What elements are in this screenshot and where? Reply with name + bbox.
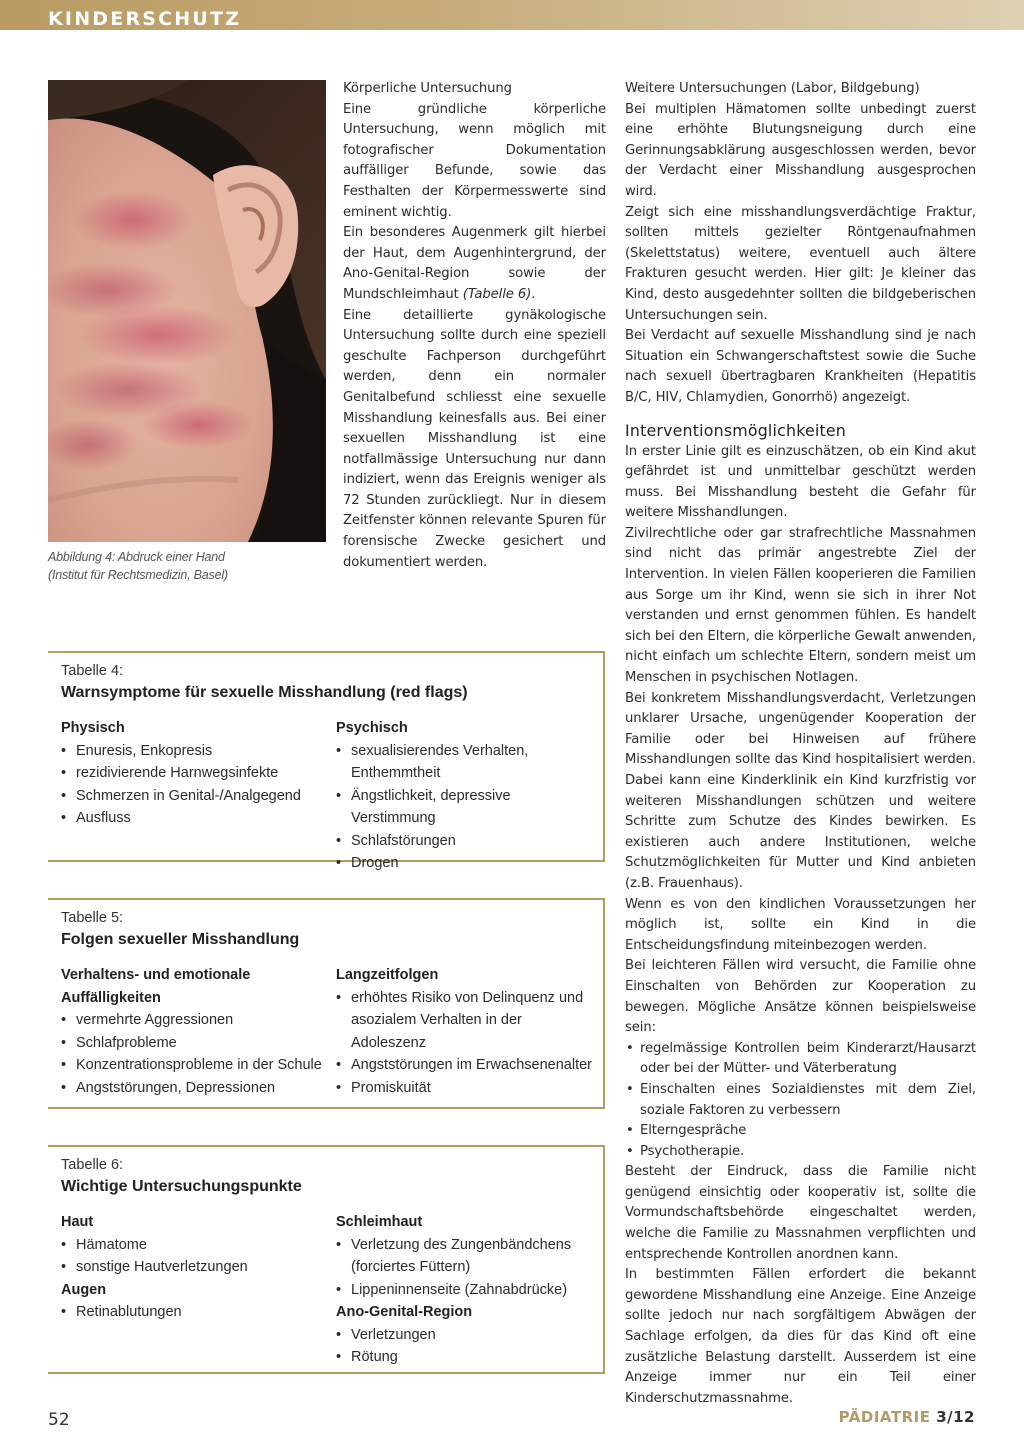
figure-caption-line1: Abbildung 4: Abdruck einer Hand <box>48 550 225 564</box>
table-5-box <box>48 898 605 1109</box>
paragraph: Besteht der Eindruck, dass die Familie nicht genügend einsichtig oder kooperativ ist, sollte die Vormundschaftsbehörde eingeschaltet werden, welche die Familie zu Massnahmen verpflichten und entsprechende Kontrollen anordnen kann. <box>625 1164 976 1262</box>
paragraph: Zeigt sich eine misshandlungsverdächtige Fraktur, sollten mittels gezielter Röntgenaufnahmen (Skelettstatus) weitere, eventuell auch ältere Frakturen gesucht werden. Hier gilt: Je kleiner das Kind, desto ausgedehnter sollten die bildgeberischen Untersuchungen sein. <box>625 204 976 323</box>
list-item: • regelmässige Kontrollen beim Kinderarzt/Hausarzt oder bei der Mütter- und Väterberatung <box>625 1039 976 1080</box>
table-column-left <box>61 717 323 830</box>
list-item: • Elterngespräche <box>625 1121 976 1142</box>
table-list-item: • Schmerzen in Genital-/Analgegend <box>61 785 323 808</box>
table-subheading: Physisch <box>61 720 125 736</box>
photo-hand-imprint <box>48 80 326 542</box>
table-list <box>61 740 323 830</box>
column-right <box>625 79 976 1409</box>
paragraph: Wenn es von den kindlichen Voraussetzungen her möglich ist, sollte ein Kind in die Entscheidungsfindung miteinbezogen werden. <box>625 896 976 953</box>
table-list-item: • Schlafprobleme <box>61 1032 323 1055</box>
table-list-item: • sonstige Hautverletzungen <box>61 1256 323 1279</box>
table-list <box>336 987 598 1100</box>
table-6-box <box>48 1145 605 1374</box>
table-list <box>336 1234 598 1302</box>
section-heading-interventionsmoeglichkeiten: Interventionsmöglichkeiten <box>625 420 847 440</box>
table-subheading: Augen <box>61 1281 107 1298</box>
table-list <box>61 1234 323 1279</box>
paragraph: Bei leichteren Fällen wird versucht, die Familie ohne Einschalten von Behörden zur Kooperation zu bewegen. Mögliche Ansätze können beispielsweise sein: <box>625 958 976 1036</box>
table-number: Tabelle 5: <box>61 910 124 926</box>
paragraph: In bestimmten Fällen erfordert die bekannt gewordene Misshandlung eine Anzeige. Eine Anzeige sollte jedoch nur nach sorgfältigem Abwägen der Sachlage erfolgen, da dies für das Kind oft eine zusätzliche Belastung darstellt. Ausserdem ist eine Anzeige immer nur ein Teil einer Kinderschutzmassnahme. <box>625 1267 976 1406</box>
table-subheading: Ano-Genital-Region <box>336 1304 473 1320</box>
table-list-item: • Hämatome <box>61 1234 323 1257</box>
paragraph: Bei multiplen Hämatomen sollte unbedingt zuerst eine erhöhte Blutungsneigung durch eine Gerinnungsabklärung ausgeschlossen werden, bevor der Verdacht einer Misshandlung ausgesprochen wird. <box>625 101 976 199</box>
paragraph: Eine detaillierte gynäkologische Untersuchung sollte durch eine speziell geschulte Fachperson durchgeführt werden, denn ein normaler Genitalbefund schliesst eine sexuelle Misshandlung keinesfalls aus. Bei einer sexuellen Misshandlung ist eine notfallmässige Untersuchung nur dann indiziert, wenn das Ereignis weniger als 72 Stunden zurückliegt. Nur in diesem Zeitfenster können relevante Spuren für forensische Zwecke gesichert und dokumentiert werden. <box>343 307 606 570</box>
paragraph: In erster Linie gilt es einzuschätzen, ob ein Kind akut gefährdet ist und unmittelbar geschützt werden muss. Bei Misshandlung besteht die Gefahr für weitere Misshandlungen. <box>625 443 976 521</box>
table-list-item: • Promiskuität <box>336 1077 598 1100</box>
table-number: Tabelle 4: <box>61 663 124 679</box>
paragraph-end: . <box>531 286 536 302</box>
paragraph: Bei Verdacht auf sexuelle Misshandlung sind je nach Situation ein Schwangerschaftstest sowie die Suche nach sexuell übertragbaren Krankheiten (Hepatitis B/C, HIV, Chlamydien, Gonorrhö) angezeigt. <box>625 328 976 405</box>
list-item: • Einschalten eines Sozialdienstes mit dem Ziel, soziale Faktoren zu verbessern <box>625 1080 976 1121</box>
table-list-item: • Retinablutungen <box>61 1301 323 1324</box>
table-title: Folgen sexueller Misshandlung <box>61 931 300 948</box>
column-middle <box>343 79 606 573</box>
table-column-left <box>61 964 323 1099</box>
table-list <box>336 1324 598 1369</box>
table-title: Wichtige Untersuchungspunkte <box>61 1178 302 1195</box>
table-column-right <box>336 1211 598 1369</box>
table-list-item: • Rötung <box>336 1346 598 1369</box>
table-subheading: Langzeitfolgen <box>336 967 439 983</box>
header-bar <box>0 0 1024 30</box>
table-list-item: • Verletzung des Zungenbändchens (forciertes Füttern) <box>336 1234 598 1279</box>
list-item: • Psychotherapie. <box>625 1142 976 1163</box>
table-list-item: • Verletzungen <box>336 1324 598 1347</box>
table-list-item: • rezidivierende Harnwegsinfekte <box>61 762 323 785</box>
table-column-left <box>61 1211 323 1324</box>
paragraph: Zivilrechtliche oder gar strafrechtliche Massnahmen sind nicht das primär angestrebte Ziel der Intervention. In vielen Fällen kooperieren die Familien aus Sorge um ihr Kind, wenn sie sich in ihrer Not verstanden und ernst genommen fühlen. Es handelt sich bei den Eltern, die körperliche Gewalt anwenden, nicht einfach um schlechte Eltern, sondern meist um Menschen in psychischen Notlagen. <box>625 525 976 686</box>
journal-name: PÄDIATRIE <box>838 1408 931 1426</box>
table-reference: (Tabelle 6) <box>462 286 532 302</box>
paragraph: Eine gründliche körperliche Untersuchung, wenn möglich mit fotografischer Dokumentation auffälliger Befunde, sowie das Festhalten der Körpermesswerte sind eminent wichtig. <box>343 101 606 220</box>
table-subheading: Psychisch <box>336 720 408 736</box>
table-list-item: • Lippeninnenseite (Zahnabdrücke) <box>336 1279 598 1302</box>
table-list-item: • erhöhtes Risiko von Delinquenz und asozialem Verhalten in der Adoleszenz <box>336 987 598 1055</box>
photo-illustration <box>48 80 326 542</box>
table-list-item: • Konzentrationsprobleme in der Schule <box>61 1054 323 1077</box>
table-list-item: • Angststörungen, Depressionen <box>61 1077 323 1100</box>
subheading-koerperliche-untersuchung: Körperliche Untersuchung <box>343 81 512 96</box>
table-list-item: • Drogen <box>336 852 598 875</box>
paragraph: Bei konkretem Misshandlungsverdacht, Verletzungen unklarer Ursache, ungenügender Kooperation der Familie oder bei Hinweisen auf frühere Misshandlungen sollte das Kind hospitalisiert werden. Dabei kann eine Kinderklinik ein Kind kurzfristig vor weiteren Misshandlungen schützen und weitere Schritte zum Schutze des Kindes bewirken. Es existieren auch andere Institutionen, welche Schutzmöglichkeiten für Mutter und Kind anbieten (z.B. Frauenhaus). <box>625 690 976 891</box>
paragraph-text: Ein besonderes Augenmerk gilt hierbei der Haut, dem Augenhintergrund, der Ano-Genital-Region sowie der Mundschleimhaut <box>343 225 606 302</box>
issue-number: 3/12 <box>936 1408 975 1426</box>
table-4-box <box>48 651 605 871</box>
table-subheading: Haut <box>61 1214 94 1230</box>
figure-caption <box>48 548 326 584</box>
table-number: Tabelle 6: <box>61 1157 124 1173</box>
table-column-right <box>336 717 598 875</box>
bullet-list <box>625 1039 976 1163</box>
table-title: Warnsymptome für sexuelle Misshandlung (red flags) <box>61 684 468 701</box>
table-list <box>61 1009 323 1099</box>
table-list <box>61 1301 323 1324</box>
table-list-item: • vermehrte Aggressionen <box>61 1009 323 1032</box>
table-subheading: Schleimhaut <box>336 1214 423 1230</box>
table-list-item: • Angststörungen im Erwachsenenalter <box>336 1054 598 1077</box>
table-list-item: • Schlafstörungen <box>336 830 598 853</box>
page-number: 52 <box>48 1410 70 1430</box>
section-title: KINDERSCHUTZ <box>48 8 242 30</box>
table-list-item: • Ausfluss <box>61 807 323 830</box>
paragraph <box>343 223 606 305</box>
table-list-item: • Enuresis, Enkopresis <box>61 740 323 763</box>
figure-caption-line2: (Institut für Rechtsmedizin, Basel) <box>48 568 228 582</box>
table-column-right <box>336 964 598 1099</box>
journal-issue <box>839 1408 975 1426</box>
subheading-weitere-untersuchungen: Weitere Untersuchungen (Labor, Bildgebung) <box>625 81 920 96</box>
table-list <box>336 740 598 875</box>
table-list-item: • Ängstlichkeit, depressive Verstimmung <box>336 785 598 830</box>
table-subheading: Verhaltens- und emotionale Auffälligkeiten <box>61 967 251 1006</box>
table-list-item: • sexualisierendes Verhalten, Enthemmtheit <box>336 740 598 785</box>
